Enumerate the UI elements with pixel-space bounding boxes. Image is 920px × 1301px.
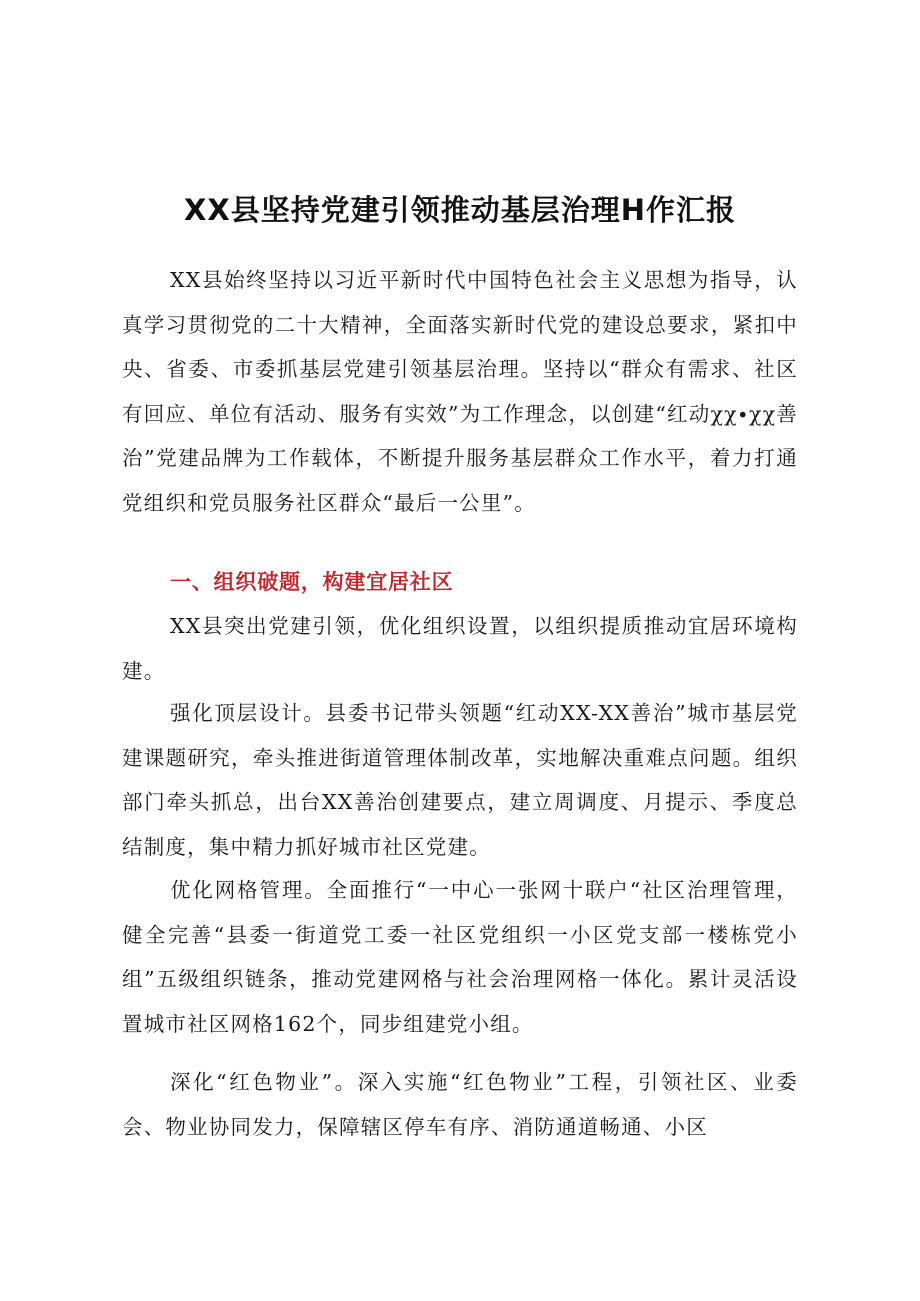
document-title: XX县坚持党建引领推动基层治理H作汇报	[184, 193, 736, 227]
section-paragraph-top-design: 强化顶层设计。县委书记带头领题“红动XX-XX善治”城市基层党建课题研究，牵头推进街道管理体制改革，实地解决重难点问题。组织部门牵头抓总，出台XX善治创建要点，建立周调度、月提示、季度总结制度，集中精力抓好城市社区党建。	[122, 701, 798, 859]
section-paragraph-intro: XX县突出党建引领，优化组织设置，以组织提质推动宜居环境构建。	[122, 614, 798, 683]
section-paragraph-grid-management: 优化网格管理。全面推行“一中心一张网十联户“社区治理管理，健全完善“县委一街道党工委一社区党组织一小区党支部一楼栋党小组”五级组织链条，推动党建网格与社会治理网格一体化。累计灵活设置城市社区网格162个，同步组建党小组。	[122, 878, 798, 1036]
section-heading: 一、组织破题，构建宜居社区	[170, 570, 454, 594]
section-paragraph-red-property: 深化“红色物业”。深入实施“红色物业”工程，引领社区、业委会、物业协同发力，保障辖区停车有序、消防通道畅通、小区	[122, 1070, 798, 1139]
intro-paragraph: XX县始终坚持以习近平新时代中国特色社会主义思想为指导，认真学习贯彻党的二十大精神，全面落实新时代党的建设总要求，紧扣中央、省委、市委抓基层党建引领基层治理。坚持以“群众有需求、社区有回应、单位有活动、服务有实效”为工作理念，以创建“红动χχ∙χχ善治”党建品牌为工作载体，不断提升服务基层群众工作水平，着力打通党组织和党员服务社区群众“最后一公里”。	[122, 268, 798, 515]
